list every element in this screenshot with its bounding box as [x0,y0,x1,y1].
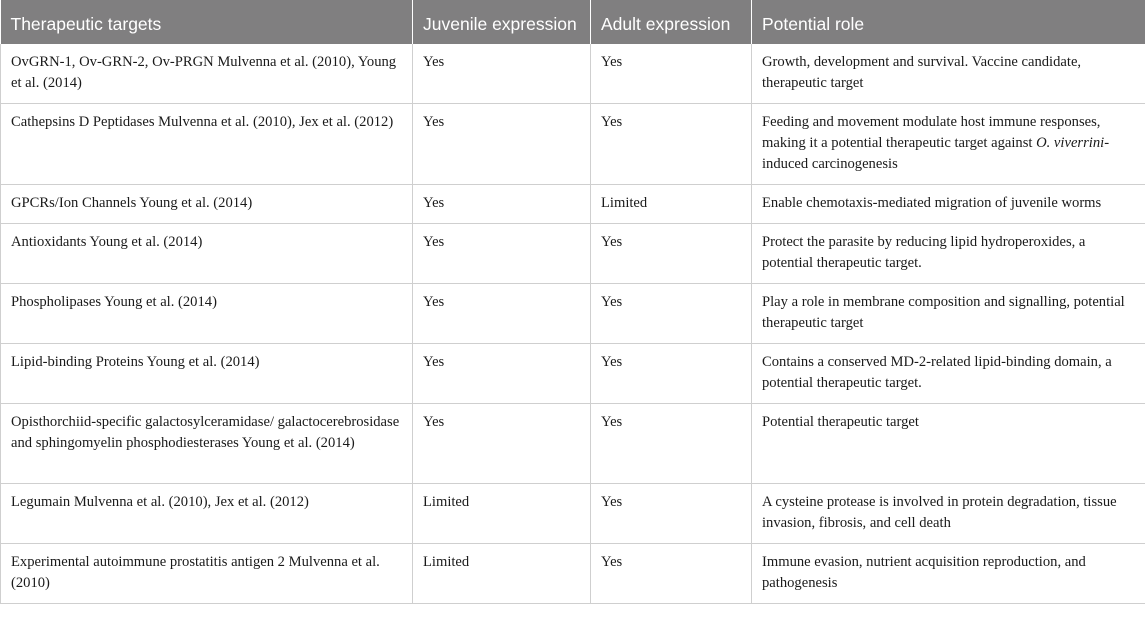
cell-adult: Yes [591,104,752,185]
cell-juvenile: Yes [413,104,591,185]
cell-juvenile: Yes [413,344,591,404]
role-text: Feeding and movement modulate host immune responses, making it a potential therapeutic target against [762,114,1101,151]
cell-target: Phospholipases Young et al. (2014) [1,284,413,344]
header-potential-role: Potential role [752,0,1145,44]
header-juvenile-expression: Juvenile expression [413,0,591,44]
table-row [1,344,1145,404]
cell-role [752,104,1145,185]
table-header-row [1,0,1145,44]
table-row [1,484,1145,544]
cell-target: OvGRN-1, Ov-GRN-2, Ov-PRGN Mulvenna et al. (2010), Young et al. (2014) [1,44,413,104]
cell-role: Growth, development and survival. Vaccine candidate, therapeutic target [752,44,1145,104]
cell-target: Lipid-binding Proteins Young et al. (2014) [1,344,413,404]
cell-adult: Yes [591,484,752,544]
cell-adult: Yes [591,44,752,104]
cell-role: Immune evasion, nutrient acquisition reproduction, and pathogenesis [752,544,1145,604]
cell-role: Contains a conserved MD-2-related lipid-binding domain, a potential therapeutic target. [752,344,1145,404]
table-row [1,544,1145,604]
table-row [1,185,1145,224]
table-row [1,104,1145,185]
table-row [1,404,1145,484]
cell-role: Play a role in membrane composition and signalling, potential therapeutic target [752,284,1145,344]
role-text: -induced carcinogenesis [762,135,1110,172]
cell-role: A cysteine protease is involved in protein degradation, tissue invasion, fibrosis, and cell death [752,484,1145,544]
cell-role: Enable chemotaxis-mediated migration of juvenile worms [752,185,1145,224]
cell-target: GPCRs/Ion Channels Young et al. (2014) [1,185,413,224]
cell-role: Protect the parasite by reducing lipid hydroperoxides, a potential therapeutic target. [752,224,1145,284]
header-adult-expression: Adult expression [591,0,752,44]
cell-adult: Yes [591,224,752,284]
cell-adult: Yes [591,404,752,484]
cell-adult: Yes [591,284,752,344]
cell-adult: Yes [591,544,752,604]
header-therapeutic-targets: Therapeutic targets [1,0,413,44]
cell-target: Antioxidants Young et al. (2014) [1,224,413,284]
cell-target: Cathepsins D Peptidases Mulvenna et al. (2010), Jex et al. (2012) [1,104,413,185]
cell-juvenile: Yes [413,224,591,284]
cell-adult: Limited [591,185,752,224]
cell-juvenile: Limited [413,484,591,544]
cell-target: Legumain Mulvenna et al. (2010), Jex et al. (2012) [1,484,413,544]
table-row [1,224,1145,284]
cell-juvenile: Yes [413,44,591,104]
table-row [1,284,1145,344]
cell-juvenile: Limited [413,544,591,604]
cell-juvenile: Yes [413,404,591,484]
species-name: O. viverrini [1036,135,1105,151]
cell-adult: Yes [591,344,752,404]
cell-role: Potential therapeutic target [752,404,1145,484]
cell-juvenile: Yes [413,284,591,344]
cell-target: Experimental autoimmune prostatitis antigen 2 Mulvenna et al. (2010) [1,544,413,604]
cell-juvenile: Yes [413,185,591,224]
cell-target: Opisthorchiid-specific galactosylceramidase/ galactocerebrosidase and sphingomyelin phosphodiesterases Young et al. (2014) [1,404,413,484]
table-row [1,44,1145,104]
